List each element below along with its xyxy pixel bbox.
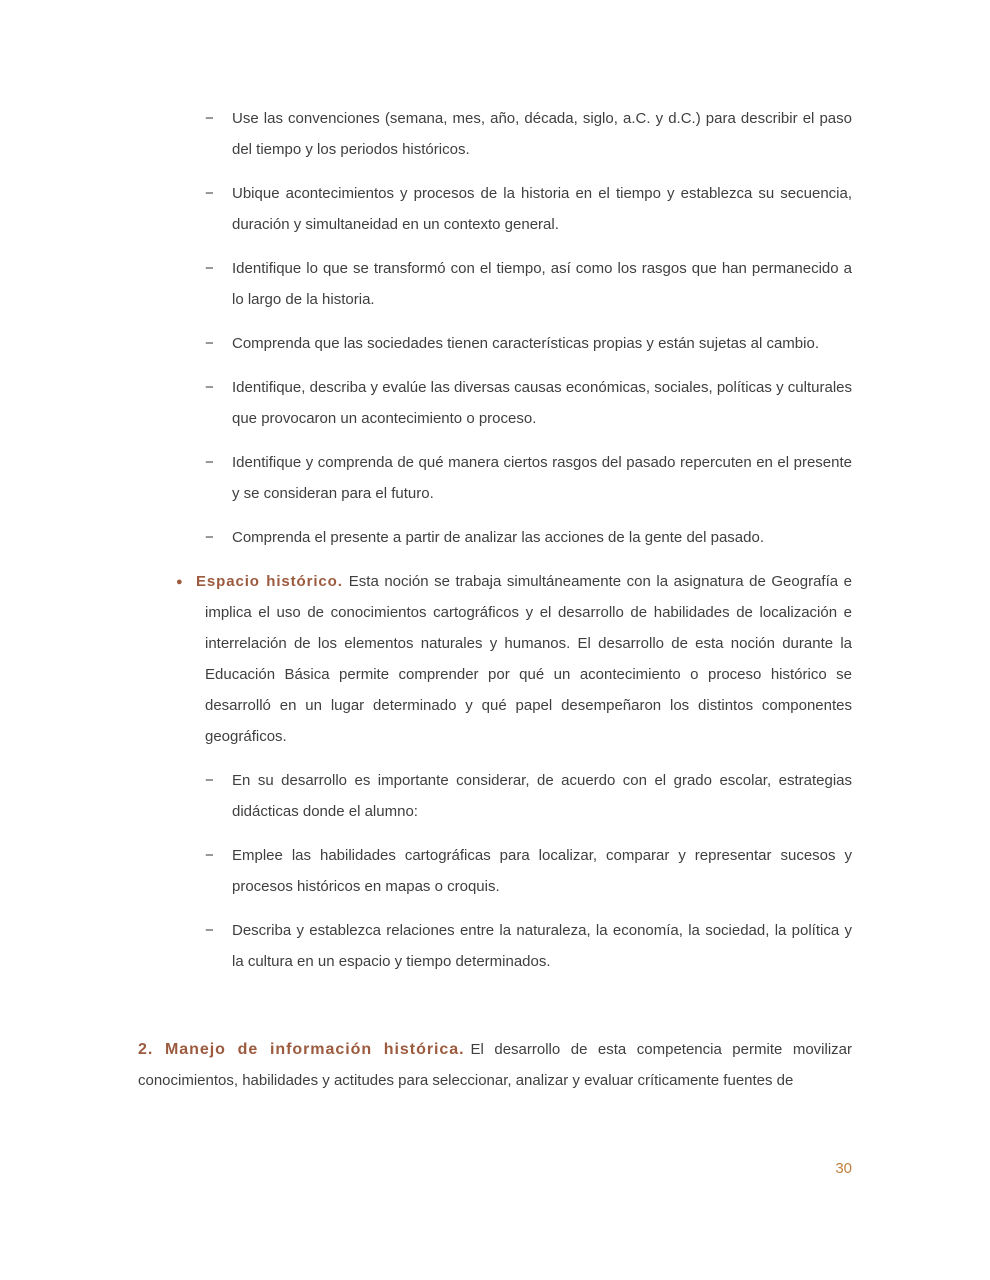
list-item [205,840,852,902]
dash-marker: − [205,335,214,352]
dash-list-nested [138,765,852,977]
list-item [205,372,852,434]
list-item [205,447,852,509]
dash-marker: − [205,529,214,546]
section-text: El desarrollo de esta competencia permite movilizar conocimientos, habilidades y actitudes para seleccionar, analizar y evaluar críticamente fuentes de [138,1041,852,1089]
list-item [205,103,852,165]
dash-marker: − [205,379,214,396]
list-item-text: Identifique y comprenda de qué manera ciertos rasgos del pasado repercuten en el presente y se consideran para el futuro. [232,454,852,502]
list-item-text: En su desarrollo es importante considerar, de acuerdo con el grado escolar, estrategias didácticas donde el alumno: [232,772,852,820]
list-item-text: Describa y establezca relaciones entre la naturaleza, la economía, la sociedad, la política y la cultura en un espacio y tiempo determinados. [232,922,852,970]
list-item [205,328,852,359]
list-item-text: Comprenda que las sociedades tienen características propias y están sujetas al cambio. [232,335,819,352]
dash-marker: − [205,110,214,127]
list-item-text: Comprenda el presente a partir de analizar las acciones de la gente del pasado. [232,529,765,546]
section-title: 2. Manejo de información histórica. [138,1041,465,1058]
list-item [205,522,852,553]
section-paragraph [138,1034,852,1096]
dash-marker: − [205,454,214,471]
dash-marker: − [205,185,214,202]
dash-marker: − [205,772,214,789]
list-item-text: Identifique lo que se transformó con el tiempo, así como los rasgos que han permanecido a lo largo de la historia. [232,260,852,308]
list-item-text: Ubique acontecimientos y procesos de la historia en el tiempo y establezca su secuencia, duración y simultaneidad en un contexto general. [232,185,852,233]
list-item [205,915,852,977]
espacio-historico-text: Esta noción se trabaja simultáneamente con la asignatura de Geografía e implica el uso de conocimientos cartográficos y el desarrollo de habilidades de localización e interrelación de los elementos naturales y humanos. El desarrollo de esta noción durante la Educación Básica permite comprender por qué un acontecimiento o proceso histórico se desarrolló en un lugar determinado y qué papel desempeñaron los distintos componentes geográficos. [205,573,852,745]
page-number: 30 [835,1160,852,1177]
list-item [205,253,852,315]
list-item [205,178,852,240]
list-item-text: Use las convenciones (semana, mes, año, década, siglo, a.C. y d.C.) para describir el paso del tiempo y los periodos históricos. [232,110,852,158]
dash-marker: − [205,922,214,939]
bullet-icon: ● [176,576,183,588]
page-content [138,103,852,1096]
espacio-historico-label: Espacio histórico. [196,573,343,590]
dash-marker: − [205,847,214,864]
list-item [205,765,852,827]
dash-marker: − [205,260,214,277]
list-item-text: Emplee las habilidades cartográficas para localizar, comparar y representar sucesos y procesos históricos en mapas o croquis. [232,847,852,895]
espacio-historico-paragraph [138,566,852,752]
list-item-text: Identifique, describa y evalúe las diversas causas económicas, sociales, políticas y culturales que provocaron un acontecimiento o proceso. [232,379,852,427]
dash-list-top [138,103,852,553]
